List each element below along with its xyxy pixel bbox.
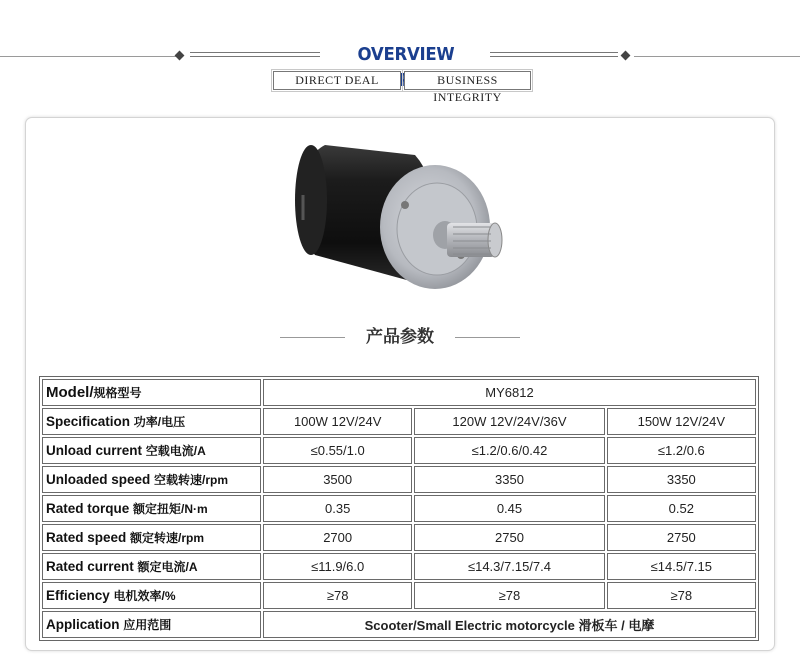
row-label-zh: 规格型号 — [93, 386, 142, 400]
row-label-en: Rated current — [46, 559, 138, 574]
page-title: OVERVIEW — [357, 44, 455, 65]
table-row-model — [42, 379, 756, 406]
cell-value: 2750 — [414, 524, 604, 551]
row-label-en: Rated speed — [46, 530, 131, 545]
model-value: MY6812 — [263, 379, 756, 406]
row-label-zh: 功率/电压 — [133, 415, 186, 429]
row-label-en: Rated torque — [46, 501, 134, 516]
cell-value: ≤14.3/7.15/7.4 — [414, 553, 604, 580]
header-double-rule-right — [490, 52, 618, 57]
cell-value: 100W 12V/24V — [263, 408, 412, 435]
header-rule-left — [0, 56, 180, 57]
header-diamond-left — [175, 51, 185, 61]
row-label — [42, 466, 261, 493]
row-label-en: Application — [46, 617, 124, 632]
cell-value: ≤1.2/0.6 — [607, 437, 756, 464]
row-label-zh: 电机效率/% — [113, 589, 176, 603]
table-row — [42, 466, 756, 493]
cell-value: ≤0.55/1.0 — [263, 437, 412, 464]
cell-value: ≤11.9/6.0 — [263, 553, 412, 580]
row-label-zh: 额定电流/A — [137, 560, 198, 574]
motor-product-image — [285, 135, 515, 295]
cell-value: 0.35 — [263, 495, 412, 522]
table-row — [42, 524, 756, 551]
table-row — [42, 437, 756, 464]
row-label — [42, 582, 261, 609]
cell-value: 150W 12V/24V — [607, 408, 756, 435]
cell-value: ≥78 — [414, 582, 604, 609]
tag-business-integrity: BUSINESS INTEGRITY — [404, 71, 531, 90]
row-label — [42, 553, 261, 580]
row-label — [42, 408, 261, 435]
cell-value: 120W 12V/24V/36V — [414, 408, 604, 435]
cell-value: 0.45 — [414, 495, 604, 522]
header-diamond-right — [621, 51, 631, 61]
application-value: Scooter/Small Electric motorcycle 滑板车 / 电摩 — [263, 611, 756, 638]
row-label — [42, 379, 261, 406]
spec-table — [39, 376, 759, 641]
table-row — [42, 408, 756, 435]
cell-value: ≥78 — [607, 582, 756, 609]
table-row — [42, 582, 756, 609]
section-subtitle: 产品参数 — [366, 327, 434, 347]
row-label-zh: 额定转速/rpm — [130, 531, 205, 545]
table-row-application — [42, 611, 756, 638]
row-label-zh: 应用范围 — [123, 618, 172, 632]
table-row — [42, 495, 756, 522]
header-rule-right — [634, 56, 800, 57]
cell-value: ≤1.2/0.6/0.42 — [414, 437, 604, 464]
cell-value: 2700 — [263, 524, 412, 551]
cell-value: ≥78 — [263, 582, 412, 609]
cell-value: 3350 — [607, 466, 756, 493]
row-label — [42, 524, 261, 551]
cell-value: 3500 — [263, 466, 412, 493]
row-label-zh: 空载转速/rpm — [154, 473, 229, 487]
row-label-zh: 空载电流/A — [145, 444, 206, 458]
header-double-rule-left — [190, 52, 320, 57]
tag-direct-deal: DIRECT DEAL — [273, 71, 401, 90]
row-label-en: Unloaded speed — [46, 472, 155, 487]
row-label-en: Efficiency — [46, 588, 114, 603]
table-row — [42, 553, 756, 580]
cell-value: 0.52 — [607, 495, 756, 522]
cell-value: 2750 — [607, 524, 756, 551]
row-label-zh: 额定扭矩/N·m — [133, 502, 208, 516]
subtitle-rule-right — [455, 337, 520, 338]
cell-value: 3350 — [414, 466, 604, 493]
row-label-en: Unload current — [46, 443, 146, 458]
row-label — [42, 611, 261, 638]
row-label-en: Specification — [46, 414, 134, 429]
subtitle-rule-left — [280, 337, 345, 338]
row-label-en: Model/ — [46, 384, 94, 401]
cell-value: ≤14.5/7.15 — [607, 553, 756, 580]
row-label — [42, 495, 261, 522]
spec-table-body — [42, 379, 756, 638]
row-label — [42, 437, 261, 464]
